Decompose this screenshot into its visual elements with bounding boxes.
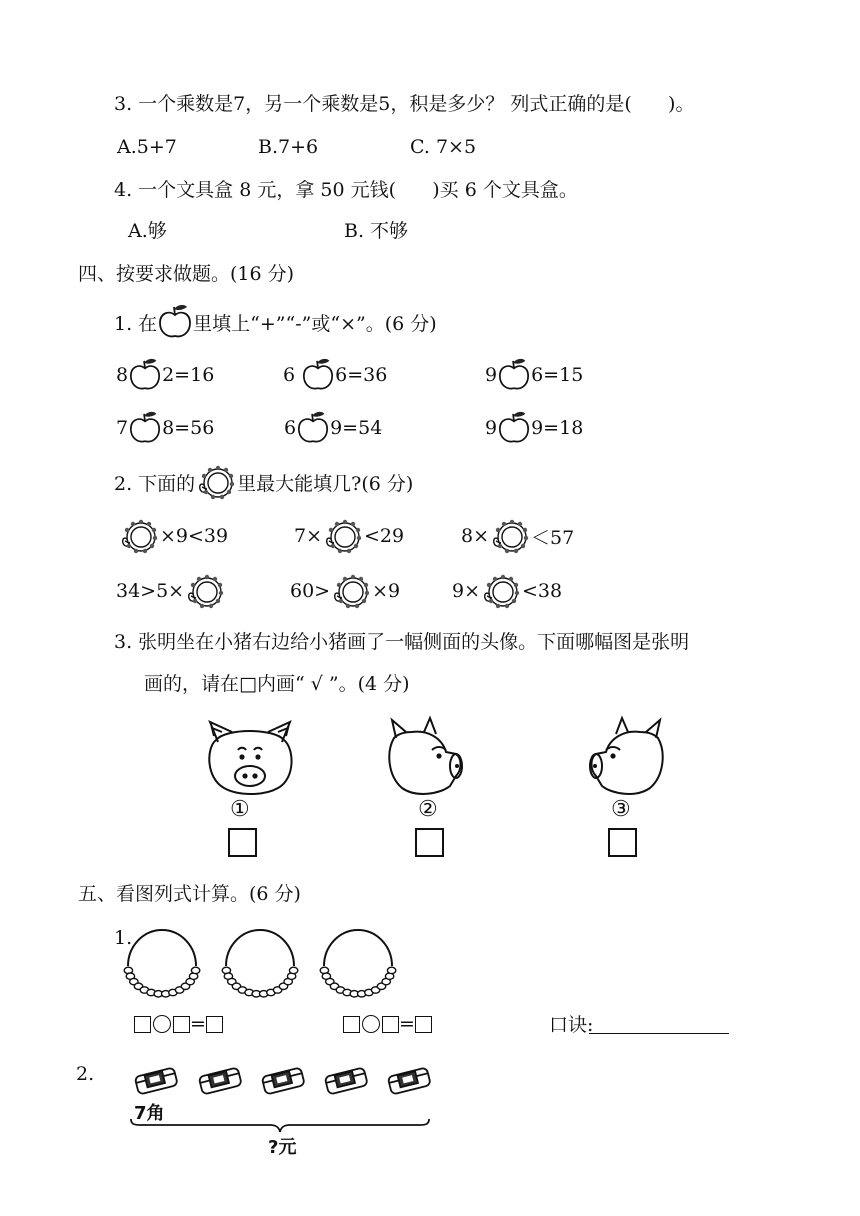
section4-title: 四、按要求做题。(16 分) xyxy=(78,263,295,285)
p1-stem-post: 里填上“+”“-”或“×”。(6 分) xyxy=(193,312,437,335)
expr-left: 8 xyxy=(116,364,129,386)
flower-inequality xyxy=(294,517,404,555)
expr-left: 6 xyxy=(283,364,302,386)
p1-stem-pre: 1. 在 xyxy=(114,312,158,335)
bead xyxy=(191,967,199,973)
p2-stem-post: 里最大能填几?(6 分) xyxy=(237,472,414,495)
necklace-string xyxy=(128,930,196,966)
operator-circle[interactable] xyxy=(153,1015,171,1033)
q4-option-a[interactable]: A.够 xyxy=(128,220,167,242)
expr-right: ×9 xyxy=(372,580,401,602)
eraser-image xyxy=(196,1064,244,1100)
brace-icon xyxy=(130,1118,430,1134)
eraser-icon xyxy=(322,1064,370,1096)
p2-stem-pre: 2. 下面的 xyxy=(114,472,196,495)
pig-label-1: ① xyxy=(230,797,250,822)
p3-stem-line2: 画的，请在□内画“ √ ”。(4 分) xyxy=(144,673,410,695)
expr-right: 6=36 xyxy=(335,364,388,386)
eraser-image xyxy=(322,1064,370,1100)
flower-icon[interactable] xyxy=(184,572,226,610)
expr-left: 6 xyxy=(284,417,297,439)
blank-box[interactable] xyxy=(415,1016,432,1033)
blank-box[interactable] xyxy=(134,1016,151,1033)
expr-left: 9 xyxy=(485,364,498,386)
flower-icon[interactable] xyxy=(118,517,160,555)
operator-circle[interactable] xyxy=(362,1015,380,1033)
equation-blank-1 xyxy=(134,1013,223,1035)
section5-title: 五、看图列式计算。(6 分) xyxy=(78,883,301,905)
expr-left: 34>5× xyxy=(116,580,185,602)
flower-icon[interactable] xyxy=(489,517,531,555)
flower-inequality xyxy=(118,517,228,555)
price-label: 7角 xyxy=(134,1103,165,1124)
p3-stem-line1: 3. 张明坐在小猪右边给小猪画了一幅侧面的头像。下面哪幅图是张明 xyxy=(114,631,690,653)
apple-icon[interactable] xyxy=(497,410,531,446)
apple-equation xyxy=(485,409,583,447)
flower-inequality xyxy=(116,572,226,610)
eraser-icon xyxy=(259,1064,307,1096)
koujue-answer-line[interactable] xyxy=(589,1033,729,1034)
apple-icon[interactable] xyxy=(128,410,162,446)
pig-label-2: ② xyxy=(418,797,438,822)
koujue-label: 口诀: xyxy=(549,1014,594,1036)
p1-stem xyxy=(114,304,437,340)
eraser-image xyxy=(259,1064,307,1100)
expr-left: 8× xyxy=(461,525,490,547)
eraser-icon xyxy=(132,1064,180,1096)
blank-box[interactable] xyxy=(206,1016,223,1033)
apple-icon[interactable] xyxy=(301,357,335,393)
expr-right: 8=56 xyxy=(162,417,215,439)
equals-sign: = xyxy=(399,1013,415,1035)
eraser-icon xyxy=(385,1064,433,1096)
answer-box-1[interactable] xyxy=(228,828,257,857)
answer-box-3[interactable] xyxy=(608,828,637,857)
apple-equation xyxy=(116,409,214,447)
blank-box[interactable] xyxy=(382,1016,399,1033)
q3-option-b[interactable]: B.7+6 xyxy=(258,136,319,158)
necklace-string xyxy=(324,930,392,966)
expr-right: 2=16 xyxy=(162,364,215,386)
apple-equation xyxy=(284,409,382,447)
expr-right: ×9<39 xyxy=(160,525,229,547)
apple-equation xyxy=(283,356,387,394)
flower-inequality xyxy=(290,572,400,610)
apple-icon xyxy=(157,304,193,340)
flower-icon[interactable] xyxy=(480,572,522,610)
flower-inequality xyxy=(461,517,574,555)
apple-equation xyxy=(116,356,214,394)
expr-left: 9× xyxy=(452,580,481,602)
eraser-image xyxy=(385,1064,433,1100)
pig-front-face-image xyxy=(202,718,298,794)
pig-side-right-image xyxy=(384,716,466,796)
flower-inequality xyxy=(452,572,562,610)
blank-box[interactable] xyxy=(173,1016,190,1033)
eraser-image xyxy=(132,1064,180,1100)
expr-right: 6=15 xyxy=(531,364,584,386)
equals-sign: = xyxy=(190,1013,206,1035)
expr-left: 60> xyxy=(290,580,331,602)
expr-left: 7 xyxy=(116,417,129,439)
pig-side-left-image xyxy=(586,716,668,796)
pig-label-3: ③ xyxy=(611,797,631,822)
s5-p2-number: 2. xyxy=(76,1063,95,1085)
expr-right: 9=54 xyxy=(330,417,383,439)
q3-option-c[interactable]: C. 7×5 xyxy=(410,136,477,158)
bead-necklaces-image xyxy=(124,918,424,1000)
answer-box-2[interactable] xyxy=(415,828,444,857)
expr-right: ＜57 xyxy=(531,526,575,549)
apple-icon[interactable] xyxy=(497,357,531,393)
apple-icon[interactable] xyxy=(296,410,330,446)
blank-box[interactable] xyxy=(343,1016,360,1033)
flower-icon[interactable] xyxy=(330,572,372,610)
q3-stem: 3. 一个乘数是7，另一个乘数是5，积是多少？ 列式正确的是( )。 xyxy=(114,93,695,115)
q4-stem: 4. 一个文具盒 8 元，拿 50 元钱( )买 6 个文具盒。 xyxy=(114,179,578,201)
eraser-icon xyxy=(196,1064,244,1096)
expr-right: 9=18 xyxy=(531,417,584,439)
necklace-string xyxy=(226,930,294,966)
expr-left: 9 xyxy=(485,417,498,439)
apple-equation xyxy=(485,356,583,394)
expr-left: 7× xyxy=(294,525,323,547)
bead xyxy=(387,967,395,973)
flower-icon xyxy=(195,463,237,501)
p2-stem xyxy=(114,462,413,502)
flower-icon[interactable] xyxy=(322,517,364,555)
q3-option-a[interactable]: A.5+7 xyxy=(117,136,177,158)
q4-option-b[interactable]: B. 不够 xyxy=(344,220,409,242)
apple-icon[interactable] xyxy=(128,357,162,393)
equation-blank-2 xyxy=(343,1013,432,1035)
expr-right: <38 xyxy=(522,580,563,602)
expr-right: <29 xyxy=(364,525,405,547)
bead xyxy=(289,967,297,973)
total-label: ?元 xyxy=(268,1137,297,1158)
s5-p1-number: 1. xyxy=(114,927,133,949)
